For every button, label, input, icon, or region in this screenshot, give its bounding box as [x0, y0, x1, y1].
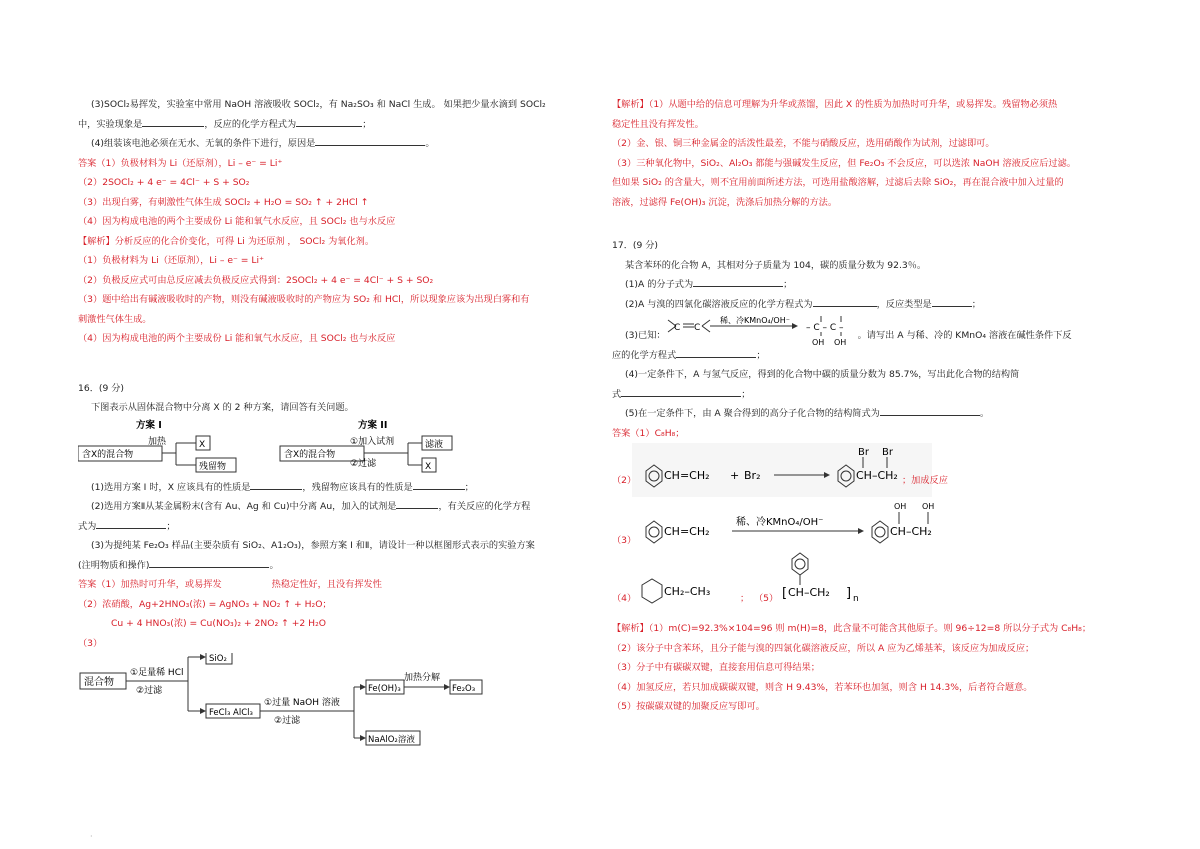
flow-hcl: ①足量稀 HCl: [130, 668, 184, 678]
answer-2-label: （2）: [612, 475, 637, 486]
flowchart-svg: [78, 653, 598, 763]
q16-question-3: (3)为提纯某 Fe₂O₃ 样品(主要杂质有 SiO₂、A1₂O₃)，参照方案 I 和Ⅱ，请设计一种以框图形式表示的实验方案: [91, 540, 535, 551]
known-reagent: 稀、冷KMnO₄/OH⁻: [720, 316, 790, 325]
q17-question-3: (3)已知： 。请写出 A 与稀、冷的 KMnO₄ 溶液在碱性条件下反: [625, 330, 1072, 341]
svg-text:OH: OH: [894, 502, 907, 511]
q17-explain-3: （3）分子中有碳碳双键，直接套用信息可得结果；: [612, 662, 820, 673]
q15-part4: (4)组装该电池必须在无水、无氧的条件下进行，原因是 。: [78, 134, 598, 154]
q15-explain-4: （4）因为构成电池的两个主要成份 Li 能和氧气水反应，且 SOCl₂ 也与水反应: [78, 333, 396, 344]
benzene-icon: [838, 465, 854, 487]
flow-arrowhead-2: [200, 708, 206, 714]
q16-question-3-cont: (注明物质和操作) 。: [78, 556, 598, 576]
answer-2-reactant: CH=CH₂: [664, 469, 710, 482]
flow-filter: ②过滤: [136, 686, 163, 696]
flow-heat: 加热分解: [404, 673, 441, 683]
flow-mix: 混合物: [84, 677, 114, 688]
q17-explain-2: （2）该分子中含苯环，且分子能与溴的四氯化碳溶液反应，所以 A 应为乙烯基苯，该反应为加成反应；: [612, 642, 1035, 654]
q15-explain-2: （2）负极反应式可由总反应减去负极反应式得到：2SOCl₂ + 4 e⁻ = 4Cl⁻ + S + SO₂: [78, 274, 434, 286]
svg-text:OH: OH: [922, 502, 935, 511]
q16-intro: 下图表示从固体混合物中分离 X 的 2 种方案，请回答有关问题。: [91, 402, 354, 413]
svg-text:稀、冷KMnO₄/OH⁻: 稀、冷KMnO₄/OH⁻: [736, 517, 824, 528]
q16-scheme-diagram: [78, 418, 598, 478]
q17-number: 17．(9 分): [612, 240, 659, 251]
plan-i-title: 方案 I: [136, 419, 162, 431]
q17-explain-5: （5）按碳碳双键的加聚反应写即可。: [612, 701, 765, 712]
flow-sio2: SiO₂: [209, 654, 227, 664]
answer-3-label: （3）: [612, 535, 637, 546]
q17-question-5: (5)在一定条件下，由 A 聚合得到的高分子化合物的结构简式为 。: [612, 404, 1132, 424]
benzene-icon: [646, 521, 662, 543]
svg-text:[: [: [782, 586, 788, 601]
cyclohexane-icon: [642, 579, 662, 603]
q17-answer-4-5: （4） CH₂–CH₃ ； （5） [ CH–CH₂ ] n: [612, 553, 1132, 619]
q15-explain-3b: 刺激性气体生成。: [78, 313, 152, 325]
q16-flowchart: [78, 653, 598, 763]
q16-answer-2b: Cu + 4 HNO₃(浓) = Cu(NO₃)₂ + 2NO₂ ↑ +2 H₂O: [111, 618, 327, 629]
q15-explain-1: （1）负极材料为 Li（还原剂），Li – e⁻ = Li⁺: [78, 255, 264, 266]
q17-known-reaction: [612, 314, 1132, 348]
q16-question-1: (1)选用方案 I 时，X 应该具有的性质是 ，残留物应该具有的性质是 ；: [78, 478, 598, 498]
svg-text:+: +: [730, 469, 740, 482]
answer-2-type: ；加成反应: [902, 475, 948, 486]
page-footer: ·: [90, 832, 93, 841]
q15-answer-4: （4）因为构成电池的两个主要成份 Li 能和氧气水反应，且 SOCl₂ 也与水反应: [78, 216, 396, 227]
plan-i-residue: 残留物: [199, 461, 227, 472]
scheme-svg: [78, 418, 598, 478]
q17-question-1: (1)A 的分子式为 ；: [612, 275, 1132, 295]
q16-explain-1: 【解析】（1）从题中给的信息可理解为升华或蒸馏，因此 X 的性质为加热时可升华，或易挥发。残留物必须热: [612, 99, 1058, 110]
left-column: [78, 95, 598, 763]
q17-question-4: (4)一定条件下，A 与氢气反应，得到的化合物中碳的质量分数为 85.7%，写出此化合物的结构简: [625, 369, 1020, 380]
answer-5-svg: [780, 549, 900, 615]
benzene-icon: [792, 553, 808, 575]
q17-answer-1: 答案（1）C₈H₈；: [612, 427, 685, 439]
svg-text:Br₂: Br₂: [744, 469, 761, 482]
svg-text:– C – C –: – C – C –: [806, 323, 844, 333]
q17-question-3-cont: 应的化学方程式 ；: [612, 346, 1132, 366]
flow-fe2o3: Fe₂O₃: [452, 684, 476, 694]
flow-naalo2: NaAlO₂溶液: [368, 735, 415, 745]
q16-explain-3b: 但如果 SiO₂ 的含量大，则不宜用前面所述方法，可选用盐酸溶解，过滤后去除 SiO₂，再在混合液中加入过量的: [612, 177, 1064, 188]
q17-intro: 某含苯环的化合物 A，其相对分子质量为 104，碳的质量分数为 92.3％。: [625, 259, 927, 271]
plan-ii-step2: ②过滤: [350, 458, 377, 469]
svg-text:C: C: [674, 323, 681, 333]
plan-ii-step1: ①加入试剂: [350, 436, 395, 447]
q16-answer-1: 答案（1）加热时可升华，或易挥发 热稳定性好，且没有挥发性: [78, 579, 382, 590]
q17-explain-1: 【解析】（1）m(C)=92.3%×104=96 则 m(H)=8，此含量不可能含其他原子。则 96÷12=8 所以分子式为 C₈H₈；: [612, 623, 1092, 634]
flow-arrowhead-1: [200, 654, 206, 660]
answer-4-svg: [632, 553, 742, 619]
q16-question-2: (2)选用方案Ⅱ从某金属粉末(含有 Au、Ag 和 Cu)中分离 Au，加入的试剂是 ，有关反应的化学方程: [78, 497, 598, 517]
q15-part3: (3)SOCl₂易挥发，实验室中常用 NaOH 溶液吸收 SOCl₂，有 Na₂SO₃ 和 NaCl 生成。 如果把少量水滴到 SOCl₂: [91, 99, 546, 110]
q16-explain-3c: 溶液，过滤得 Fe(OH)₃ 沉淀，洗涤后加热分解的方法。: [612, 196, 838, 208]
flow-arrowhead-3: [360, 684, 366, 690]
known-reaction-svg: [664, 314, 914, 348]
flow-fecl: FeCl₃ AlCl₃: [209, 708, 253, 718]
plan-i-x: X: [199, 439, 206, 450]
plan-i-heat: 加热: [148, 436, 167, 447]
q16-question-2-cont: 式为 ；: [78, 517, 598, 537]
plan-ii-title: 方案 II: [358, 419, 388, 431]
q15-answer-1: 答案（1）负极材料为 Li（还原剂），Li – e⁻ = Li⁺: [78, 157, 283, 169]
q15-explain-0: 【解析】分析反应的化合价变化，可得 Li 为还原剂 ， SOCl₂ 为氧化剂。: [78, 235, 375, 247]
q17-answer-2: [612, 443, 1132, 497]
svg-text:CH₂–CH₃: CH₂–CH₃: [664, 585, 711, 598]
q15-part3-cont: 中，实验现象是 ，反应的化学方程式为 ；: [78, 115, 598, 135]
benzene-icon: [872, 521, 888, 543]
benzene-icon: [646, 465, 662, 487]
q15-answer-2: （2）2SOCl₂ + 4 e⁻ = 4Cl⁻ + S + SO₂: [78, 177, 250, 188]
q17-explain-4: （4）加氢反应，若只加成碳碳双键，则含 H 9.43%，若苯环也加氢，则含 H 14.3%，后者符合题意。: [612, 681, 1033, 693]
answer-5-label: （5）: [754, 593, 779, 604]
known-oh-1: OH: [812, 338, 825, 347]
svg-text:C: C: [694, 323, 701, 333]
right-column: [612, 95, 1132, 717]
q16-number: 16．(9 分): [78, 382, 125, 394]
q16-explain-2: （2）金、银、铜三种金属金的活泼性最差，不能与硝酸反应，选用硝酸作为试剂，过滤即可。: [612, 138, 995, 149]
answer-2-product: CH–CH₂: [856, 469, 898, 482]
svg-text:]: ]: [846, 586, 852, 601]
svg-text:CH=CH₂: CH=CH₂: [664, 525, 710, 538]
flow-arrowhead-4: [444, 684, 450, 690]
plan-i-mix: 含X的混合物: [82, 449, 134, 460]
plan-ii-filtrate: 滤液: [425, 439, 444, 450]
flow-arrowhead-5: [360, 735, 366, 741]
q16-answer-3: （3）: [78, 637, 103, 649]
svg-text:CH–CH₂: CH–CH₂: [788, 586, 830, 599]
svg-text:Br: Br: [882, 447, 893, 458]
plan-ii-x: X: [425, 461, 432, 472]
q15-explain-3: （3）题中给出有碱液吸收时的产物，则没有碱液吸收时的产物应为 SO₂ 和 HCl，所以现象应该为出现白雾和有: [78, 294, 530, 305]
q17-question-2: (2)A 与溴的四氯化碳溶液反应的化学方程式为 ，反应类型是 ；: [612, 295, 1132, 315]
svg-text:Br: Br: [858, 447, 869, 458]
q15-answer-3: （3）出现白雾，有刺激性气体生成 SOCl₂ + H₂O = SO₂ ↑ + 2HCl ↑: [78, 196, 369, 208]
flow-feoh: Fe(OH)₃: [368, 684, 401, 694]
flow-filter-2: ②过滤: [274, 716, 301, 726]
flow-naoh: ①过量 NaOH 溶液: [264, 698, 340, 708]
plan-ii-mix: 含X的混合物: [284, 449, 336, 460]
answer-3-svg: [632, 497, 972, 553]
answer-2-svg: [632, 443, 932, 497]
q16-explain-1b: 稳定性且没有挥发性。: [612, 118, 704, 130]
q16-explain-3: （3）三种氧化物中，SiO₂、Al₂O₃ 都能与强碱发生反应，但 Fe₂O₃ 不会反应，可以选浓 NaOH 溶液反应后过滤。: [612, 157, 1076, 169]
known-oh-2: OH: [834, 338, 847, 347]
q16-answer-2: （2）浓硝酸，Ag+2HNO₃(浓) = AgNO₃ + NO₂ ↑ + H₂O；: [78, 598, 332, 610]
answer-4-label: （4）: [612, 593, 637, 604]
svg-text:n: n: [853, 594, 859, 604]
svg-text:CH–CH₂: CH–CH₂: [890, 525, 932, 538]
q17-question-4-cont: 式 ；: [612, 385, 1132, 405]
q17-answer-3: [612, 497, 1132, 553]
